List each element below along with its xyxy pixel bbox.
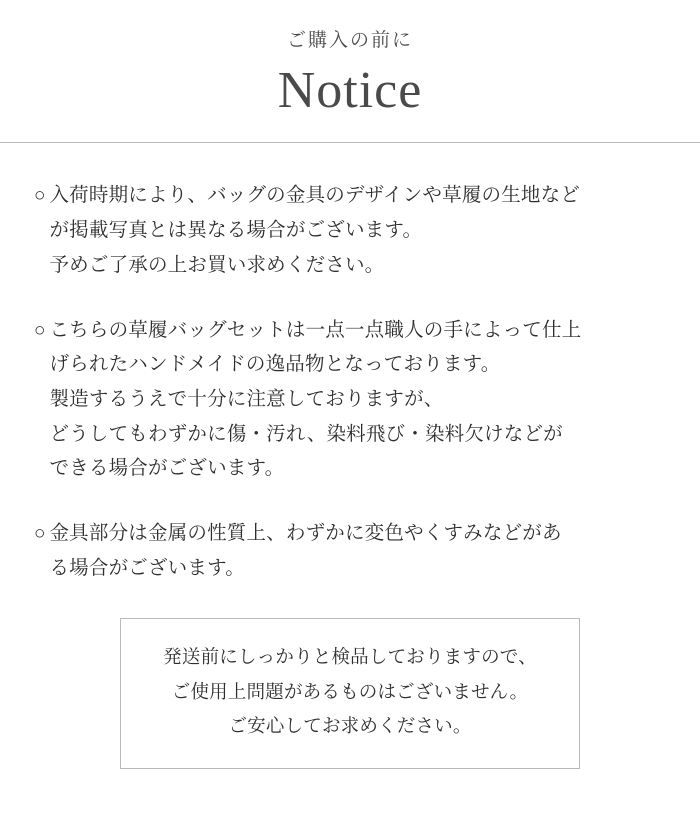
note-text-block [49, 314, 666, 488]
footer-note-wrapper [34, 618, 666, 769]
note-line: 製造するうえで十分に注意しておりますが、 [49, 388, 444, 410]
note-line: こちらの草履バッグセットは一点一点職人の手によって仕上 [49, 319, 582, 341]
bullet-circle-icon: ○ [34, 523, 46, 545]
note-text-block [49, 517, 666, 586]
bullet-circle-icon: ○ [34, 319, 46, 341]
note-line: 入荷時期により、バッグの金具のデザインや草履の生地など [49, 185, 581, 207]
page-subtitle: ご購入の前に [286, 30, 413, 51]
bullet-circle-icon: ○ [34, 185, 46, 207]
list-item [34, 314, 666, 488]
note-line: る場合がございます。 [49, 557, 245, 579]
note-line: げられたハンドメイドの逸品物となっております。 [49, 354, 501, 376]
page-header [0, 0, 700, 120]
page-title: Notice [277, 61, 423, 119]
footer-line: 発送前にしっかりと検品しておりますので、 [163, 648, 537, 669]
note-line: どうしてもわずかに傷・汚れ、染料飛び・染料欠けなどが [49, 423, 563, 445]
footer-line: ご使用上問題があるものはございません。 [171, 682, 529, 703]
footer-line: ご安心してお求めください。 [228, 716, 472, 737]
note-line: が掲載写真とは異なる場合がございます。 [49, 220, 423, 242]
note-line: 金具部分は金属の性質上、わずかに変色やくすみなどがあ [49, 523, 562, 545]
footer-note-box [120, 618, 580, 769]
note-line: 予めご了承の上お買い求めください。 [49, 254, 385, 276]
note-line: できる場合がございます。 [49, 458, 285, 480]
list-item [34, 517, 666, 586]
note-text-block [49, 179, 666, 283]
list-item [34, 179, 666, 283]
notice-list [0, 143, 700, 769]
